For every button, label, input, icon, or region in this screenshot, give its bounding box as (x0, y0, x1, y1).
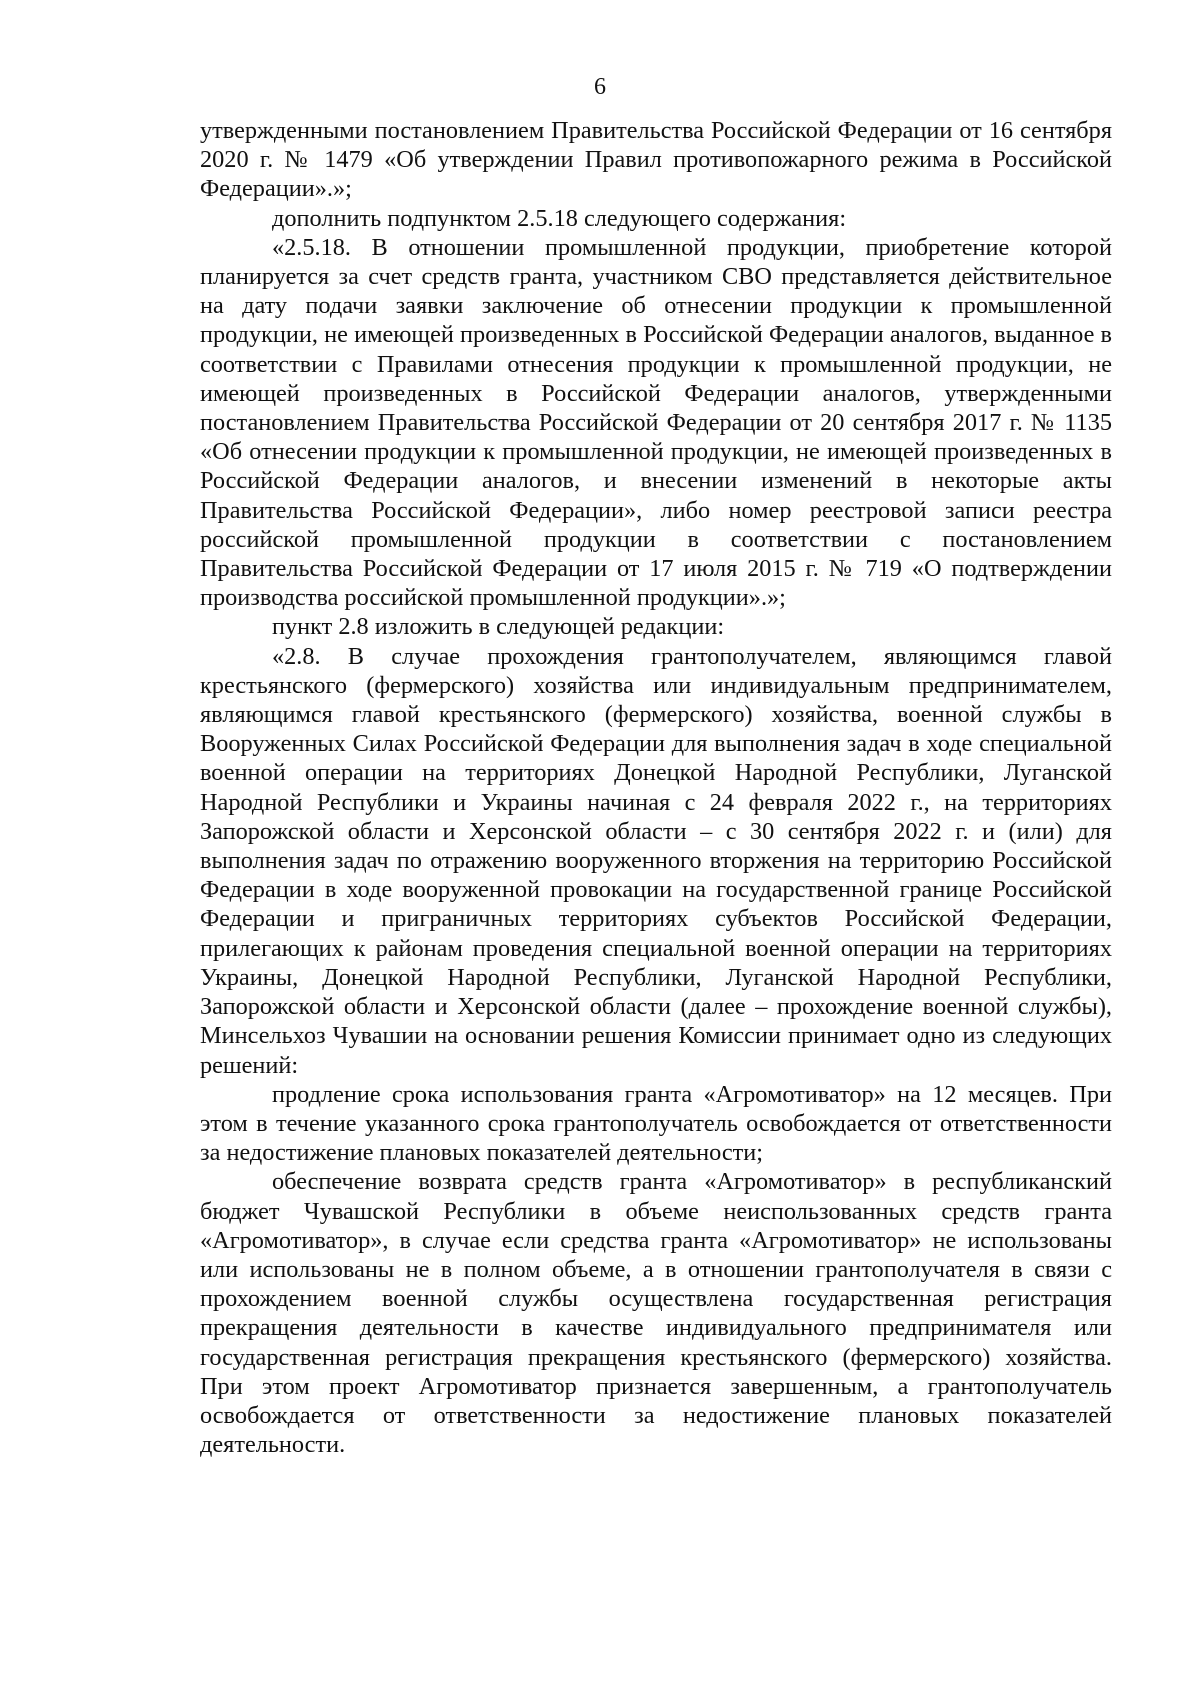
document-body (200, 116, 1112, 1459)
paragraph-5: «2.8. В случае прохождения грантополучателем, являющимся главой крестьянского (фермерского) хозяйства или индивидуальным предпринимателем, являющимся главой крестьянского (фермерского) хозяйства, военной службы в Вооруженных Силах Российской Федерации для выполнения задач в ходе специальной военной операции на территориях Донецкой Народной Республики, Луганской Народной Республики и Украины начиная с 24 февраля 2022 г., на территориях Запорожской области и Херсонской области – с 30 сентября 2022 г. и (или) для выполнения задач по отражению вооруженного вторжения на территорию Российской Федерации в ходе вооруженной провокации на государственной границе Российской Федерации и приграничных территориях субъектов Российской Федерации, прилегающих к районам проведения специальной военной операции на территориях Украины, Донецкой Народной Республики, Луганской Народной Республики, Запорожской области и Херсонской области (далее – прохождение военной службы), Минсельхоз Чувашии на основании решения Комиссии принимает одно из следующих решений: (200, 642, 1112, 1079)
paragraph-7: обеспечение возврата средств гранта «Агромотиватор» в республиканский бюджет Чувашской Республики в объеме неиспользованных средств гранта «Агромотиватор», в случае если средства гранта «Агромотиватор» не использованы или использованы не в полном объеме, а в отношении грантополучателя в связи с прохождением военной службы осуществлена государственная регистрация прекращения деятельности в качестве индивидуального предпринимателя или государственная регистрация прекращения крестьянского (фермерского) хозяйства. При этом проект Агромотиватор признается завершенным, а грантополучатель освобождается от ответственности за недостижение плановых показателей деятельности. (200, 1168, 1112, 1459)
page-number: 6 (594, 74, 606, 100)
paragraph-2: дополнить подпунктом 2.5.18 следующего содержания: (272, 204, 847, 232)
paragraph-3: «2.5.18. В отношении промышленной продукции, приобретение которой планируется за счет средств гранта, участником СВО представляется действительное на дату подачи заявки заключение об отнесении продукции к промышленной продукции, не имеющей произведенных в Российской Федерации аналогов, выданное в соответствии с Правилами отнесения продукции к промышленной продукции, не имеющей произведенных в Российской Федерации аналогов, утвержденными постановлением Правительства Российской Федерации от 20 сентября 2017 г. № 1135 «Об отнесении продукции к промышленной продукции, не имеющей произведенных в Российской Федерации аналогов, и внесении изменений в некоторые акты Правительства Российской Федерации», либо номер реестровой записи реестра российской промышленной продукции в соответствии с постановлением Правительства Российской Федерации от 17 июля 2015 г. № 719 «О подтверждении производства российской промышленной продукции».»; (200, 233, 1112, 612)
paragraph-4: пункт 2.8 изложить в следующей редакции: (272, 613, 725, 641)
paragraph-6: продление срока использования гранта «Агромотиватор» на 12 месяцев. При этом в течение указанного срока грантополучатель освобождается от ответственности за недостижение плановых показателей деятельности; (200, 1080, 1112, 1167)
paragraph-1: утвержденными постановлением Правительства Российской Федерации от 16 сентября 2020 г. № 1479 «Об утверждении Правил противопожарного режима в Российской Федерации».»; (200, 117, 1112, 203)
